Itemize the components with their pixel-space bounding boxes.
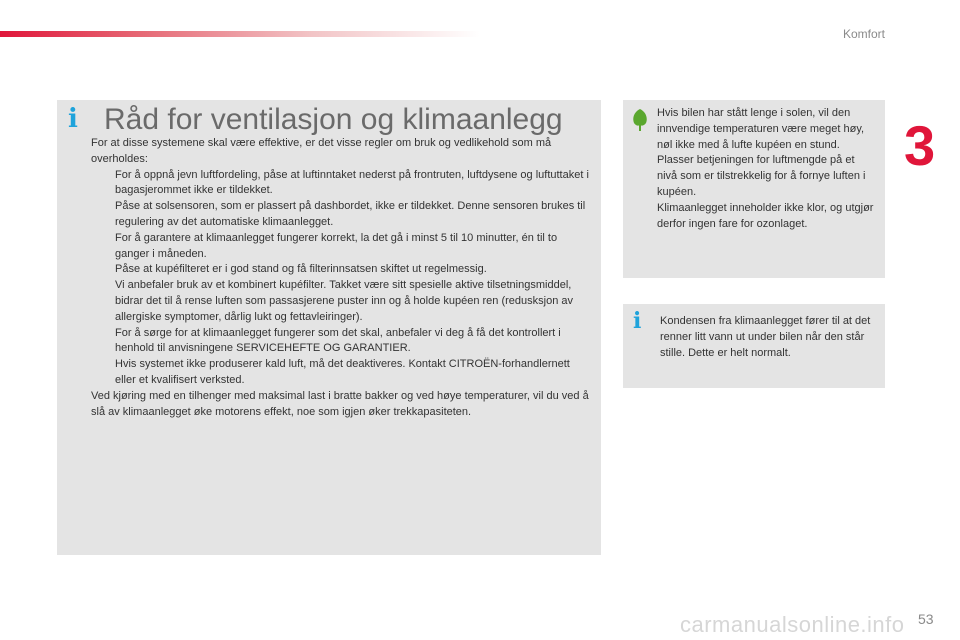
info-icon: i bbox=[633, 308, 642, 334]
list-item bbox=[91, 262, 593, 325]
list-item bbox=[91, 168, 593, 200]
bullet-text: Påse at solsensoren, som er plassert på dashbordet, ikke er tildekket. Denne sensoren brukes til regulering av det automatiske klimaanlegget. bbox=[115, 200, 586, 228]
advice-list bbox=[91, 168, 593, 389]
bullet-text: Påse at kupéfilteret er i god stand og få filterinnsatsen skiftet ut regelmessig. bbox=[115, 263, 487, 276]
eco-note-line: Klimaanlegget inneholder ikke klor, og utgjør derfor ingen fare for ozonlaget. bbox=[657, 201, 874, 230]
header-accent-bar bbox=[0, 31, 480, 37]
bullet-text: For å sørge for at klimaanlegget fungerer som det skal, anbefaler vi deg å få det kontrollert i henhold til anvisningene SERVICEHEFTE OG GARANTIER. bbox=[115, 326, 561, 355]
chapter-number: 3 bbox=[904, 114, 936, 177]
page-title: Råd for ventilasjon og klimaanlegg bbox=[104, 103, 563, 136]
page-number: 53 bbox=[918, 611, 934, 627]
list-item bbox=[91, 231, 593, 263]
bullet-text: Hvis systemet ikke produserer kald luft, må det deaktiveres. Kontakt CITROËN-forhandlernett eller et kvalifisert verksted. bbox=[115, 358, 570, 386]
info-note-line: Kondensen fra klimaanlegget fører til at det renner litt vann ut under bilen når den står stille. Dette er helt normalt. bbox=[660, 315, 871, 359]
section-title: Komfort bbox=[842, 27, 885, 41]
watermark: carmanualsonline.info bbox=[680, 612, 905, 637]
info-note-text bbox=[660, 314, 878, 361]
intro-text: For at disse systemene skal være effektive, er det visse regler om bruk og vedlikehold som må overholdes: bbox=[91, 137, 552, 165]
eco-note-text bbox=[657, 106, 877, 232]
info-icon: i bbox=[68, 104, 78, 134]
bullet-text: For å garantere at klimaanlegget fungerer korrekt, la det gå i minst 5 til 10 minutter, én til to ganger i måneden. bbox=[115, 231, 558, 260]
list-item bbox=[91, 199, 593, 231]
eco-note-line: Plasser betjeningen for luftmengde på et nivå som er tilstrekkelig for å fornye luften i kupéen. bbox=[657, 154, 866, 198]
bullet-extra-text: Vi anbefaler bruk av et kombinert kupéfilter. Takket være sitt spesielle aktive tilsetningsmiddel, bidrar det til å rense luften som passasjerene puster inn og å holde kupéen ren (redusksjon av allergiske symptomer, dårlig lukt og fettavleiringer). bbox=[115, 279, 573, 323]
advice-body bbox=[91, 136, 593, 420]
eco-leaf-icon bbox=[630, 108, 650, 132]
list-item bbox=[91, 326, 593, 358]
bullet-text: For å oppnå jevn luftfordeling, påse at luftinntaket nederst på frontruten, luftdysene og luftuttaket i bagasjerommet ikke er tildekket. bbox=[115, 168, 589, 197]
list-item bbox=[91, 357, 593, 389]
outro-text: Ved kjøring med en tilhenger med maksimal last i bratte bakker og ved høye temperaturer, vil du ved å slå av klimaanlegget øke motorens effekt, noe som igjen øker trekkapasiteten. bbox=[91, 389, 589, 418]
eco-note-line: Hvis bilen har stått lenge i solen, vil den innvendige temperaturen være meget høy, nøl ikke med å lufte kupéen en stund. bbox=[657, 107, 865, 151]
